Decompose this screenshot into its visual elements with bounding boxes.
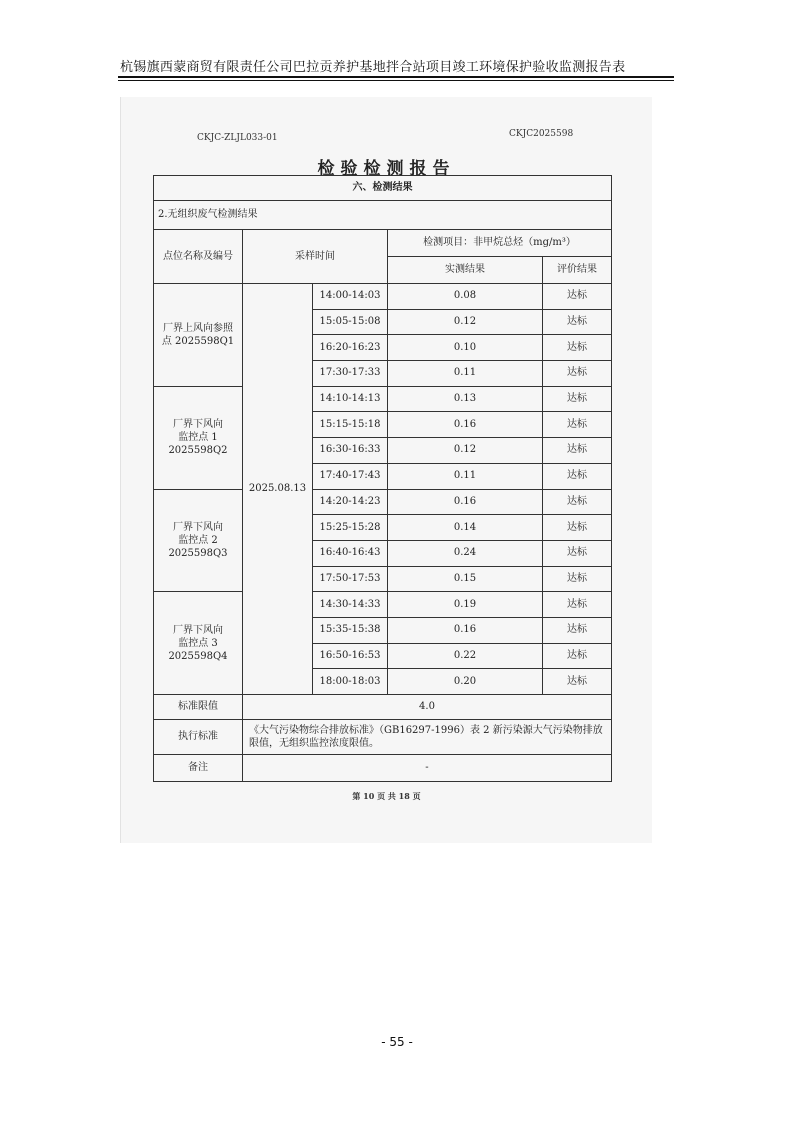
table-row	[154, 489, 612, 515]
col-header-site: 点位名称及编号	[154, 230, 243, 284]
limit-value: 4.0	[243, 695, 612, 720]
note-value: -	[243, 755, 612, 782]
evaluation-cell: 达标	[543, 515, 612, 541]
evaluation-cell: 达标	[543, 386, 612, 412]
doc-code-right: CKJC2025598	[509, 129, 574, 139]
site-name-line: 2025598Q3	[168, 547, 228, 559]
time-cell: 15:15-15:18	[313, 412, 388, 438]
site-name-line: 点 2025598Q1	[161, 335, 235, 347]
table-row	[154, 592, 612, 618]
evaluation-cell: 达标	[543, 643, 612, 669]
site-name-line: 厂界下风向	[173, 521, 223, 533]
result-cell: 0.20	[388, 669, 543, 695]
result-cell: 0.10	[388, 335, 543, 361]
result-cell: 0.08	[388, 284, 543, 310]
site-name-cell	[154, 489, 243, 592]
evaluation-cell: 达标	[543, 284, 612, 310]
col-header-evaluation: 评价结果	[543, 257, 612, 284]
note-label: 备注	[154, 755, 243, 782]
evaluation-cell: 达标	[543, 566, 612, 592]
time-cell: 17:50-17:53	[313, 566, 388, 592]
results-table	[153, 175, 612, 782]
site-name-line: 厂界下风向	[173, 624, 223, 636]
evaluation-cell: 达标	[543, 669, 612, 695]
time-cell: 16:20-16:23	[313, 335, 388, 361]
time-cell: 16:50-16:53	[313, 643, 388, 669]
evaluation-cell: 达标	[543, 335, 612, 361]
evaluation-cell: 达标	[543, 309, 612, 335]
report-header: 杭锡旗西蒙商贸有限责任公司巴拉贡养护基地拌合站项目竣工环境保护验收监测报告表	[120, 60, 626, 75]
limit-label: 标准限值	[154, 695, 243, 720]
time-cell: 14:00-14:03	[313, 284, 388, 310]
evaluation-cell: 达标	[543, 463, 612, 489]
time-cell: 14:30-14:33	[313, 592, 388, 618]
table-row	[154, 386, 612, 412]
col-header-item: 检测项目：非甲烷总烃（mg/m³）	[388, 230, 612, 257]
site-name-line: 监控点 3	[178, 637, 218, 649]
site-name-line: 厂界下风向	[173, 419, 223, 431]
site-name-line: 2025598Q4	[168, 650, 228, 662]
result-cell: 0.19	[388, 592, 543, 618]
time-cell: 16:30-16:33	[313, 438, 388, 464]
site-name-cell	[154, 284, 243, 387]
section-title: 六、检测结果	[154, 176, 612, 201]
result-cell: 0.12	[388, 309, 543, 335]
site-name-line: 厂界上风向参照	[163, 322, 233, 334]
time-cell: 17:40-17:43	[313, 463, 388, 489]
site-name-line: 监控点 1	[178, 432, 218, 444]
evaluation-cell: 达标	[543, 592, 612, 618]
evaluation-cell: 达标	[543, 540, 612, 566]
time-cell: 14:10-14:13	[313, 386, 388, 412]
time-cell: 15:05-15:08	[313, 309, 388, 335]
site-name-line: 2025598Q2	[168, 445, 228, 457]
time-cell: 15:35-15:38	[313, 617, 388, 643]
time-cell: 14:20-14:23	[313, 489, 388, 515]
site-name-cell	[154, 592, 243, 695]
page-number: - 55 -	[381, 1035, 413, 1049]
result-cell: 0.16	[388, 412, 543, 438]
table-row	[154, 284, 612, 310]
header-rule-thick	[118, 76, 674, 78]
result-cell: 0.11	[388, 463, 543, 489]
col-header-result: 实测结果	[388, 257, 543, 284]
scanned-page	[120, 97, 652, 843]
result-cell: 0.12	[388, 438, 543, 464]
evaluation-cell: 达标	[543, 361, 612, 387]
time-cell: 18:00-18:03	[313, 669, 388, 695]
page-footer: 第 10 页 共 18 页	[352, 791, 421, 801]
standard-label: 执行标准	[154, 720, 243, 755]
time-cell: 17:30-17:33	[313, 361, 388, 387]
header-rule-thin	[118, 80, 674, 81]
evaluation-cell: 达标	[543, 489, 612, 515]
col-header-time: 采样时间	[243, 230, 388, 284]
result-cell: 0.16	[388, 617, 543, 643]
report-title: 检验检测报告	[317, 159, 456, 179]
time-cell: 16:40-16:43	[313, 540, 388, 566]
subsection-title: 2.无组织废气检测结果	[154, 201, 612, 230]
result-cell: 0.24	[388, 540, 543, 566]
evaluation-cell: 达标	[543, 617, 612, 643]
doc-code-left: CKJC-ZLJL033-01	[197, 133, 278, 143]
standard-text: 《大气污染物综合排放标准》（GB16297-1996）表 2 新污染源大气污染物排放限值，无组织监控浓度限值。	[243, 720, 612, 755]
result-cell: 0.15	[388, 566, 543, 592]
evaluation-cell: 达标	[543, 438, 612, 464]
time-cell: 15:25-15:28	[313, 515, 388, 541]
result-cell: 0.16	[388, 489, 543, 515]
evaluation-cell: 达标	[543, 412, 612, 438]
result-cell: 0.13	[388, 386, 543, 412]
site-name-line: 监控点 2	[178, 534, 218, 546]
result-cell: 0.22	[388, 643, 543, 669]
sampling-date-cell: 2025.08.13	[243, 284, 313, 695]
result-cell: 0.14	[388, 515, 543, 541]
result-cell: 0.11	[388, 361, 543, 387]
site-name-cell	[154, 386, 243, 489]
